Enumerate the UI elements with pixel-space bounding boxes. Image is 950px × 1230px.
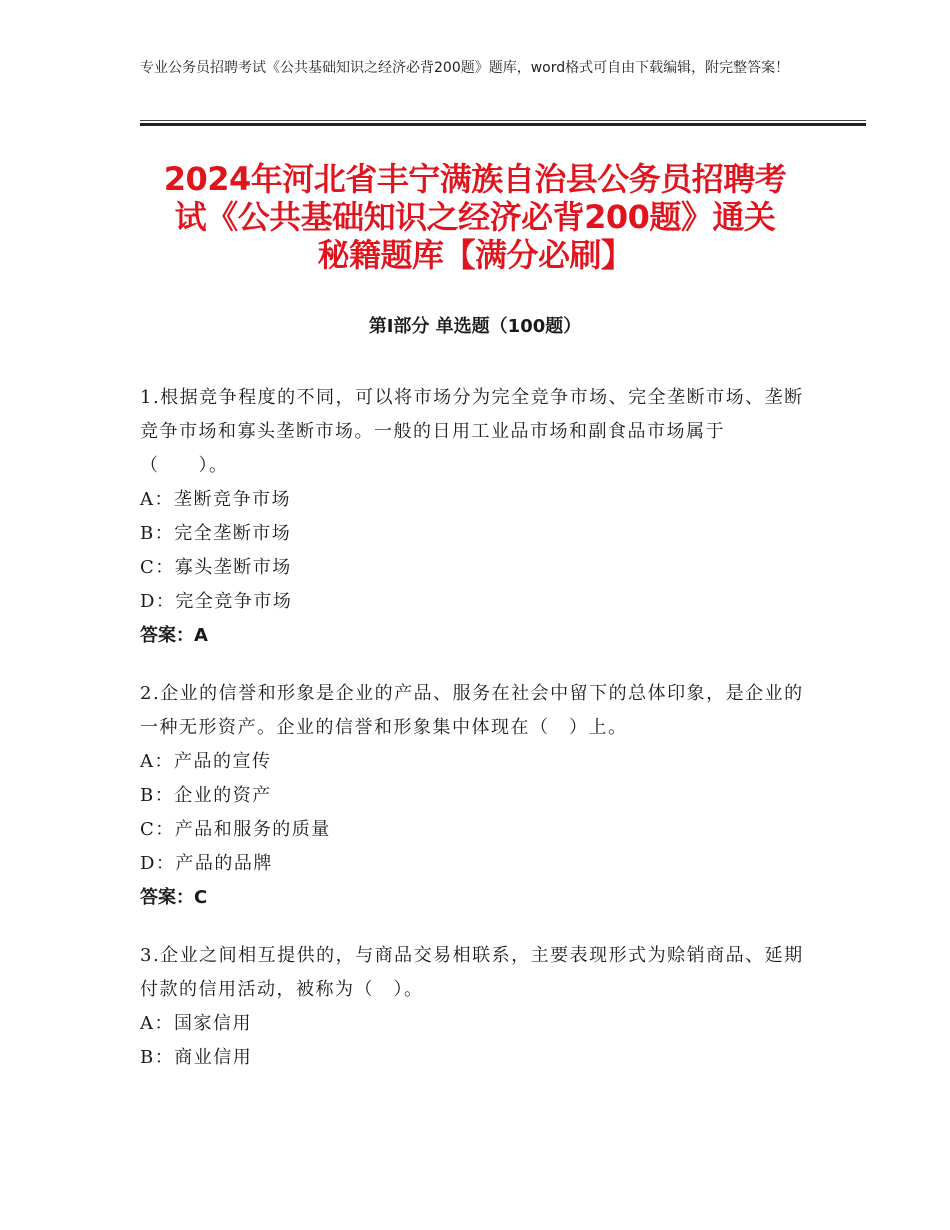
section-heading: 第Ⅰ部分 单选题（100题） (368, 316, 582, 337)
question-stem: 2.企业的信誉和形象是企业的产品、服务在社会中留下的总体印象，是企业的一种无形资产。企业的信誉和形象集中体现在（ ）上。 (140, 683, 804, 738)
question-stem: 1.根据竞争程度的不同，可以将市场分为完全竞争市场、完全垄断市场、垄断竞争市场和寡头垄断市场。一般的日用工业品市场和副食品市场属于（ ）。 (140, 387, 804, 476)
answer-line: 答案：A (140, 625, 208, 646)
option-c: C：寡头垄断市场 (140, 557, 292, 578)
answer-line: 答案：C (140, 887, 208, 908)
question-2 (140, 677, 810, 915)
option-d: D：完全竞争市场 (140, 591, 293, 612)
title-line: 2024年河北省丰宁满族自治县公务员招聘考 (163, 160, 787, 198)
option-b: B：企业的资产 (140, 785, 272, 806)
question-1 (140, 381, 810, 653)
question-3 (140, 939, 810, 1075)
document-title (70, 160, 880, 274)
option-b: B：完全垄断市场 (140, 523, 292, 544)
option-c: C：产品和服务的质量 (140, 819, 331, 840)
option-a: A：垄断竞争市场 (140, 489, 291, 510)
question-list (140, 381, 810, 1099)
option-a: A：产品的宣传 (140, 751, 272, 772)
option-a: A：国家信用 (140, 1013, 252, 1034)
question-stem: 3.企业之间相互提供的，与商品交易相联系，主要表现形式为赊销商品、延期付款的信用活动，被称为（ ）。 (140, 945, 804, 1000)
document-header-note: 专业公务员招聘考试《公共基础知识之经济必背200题》题库，word格式可自由下载编辑，附完整答案！ (140, 60, 790, 76)
title-line: 秘籍题库【满分必刷】 (317, 236, 633, 274)
title-line: 试《公共基础知识之经济必背200题》通关 (174, 198, 776, 236)
header-divider (140, 120, 866, 126)
option-d: D：产品的品牌 (140, 853, 273, 874)
option-b: B：商业信用 (140, 1047, 253, 1068)
